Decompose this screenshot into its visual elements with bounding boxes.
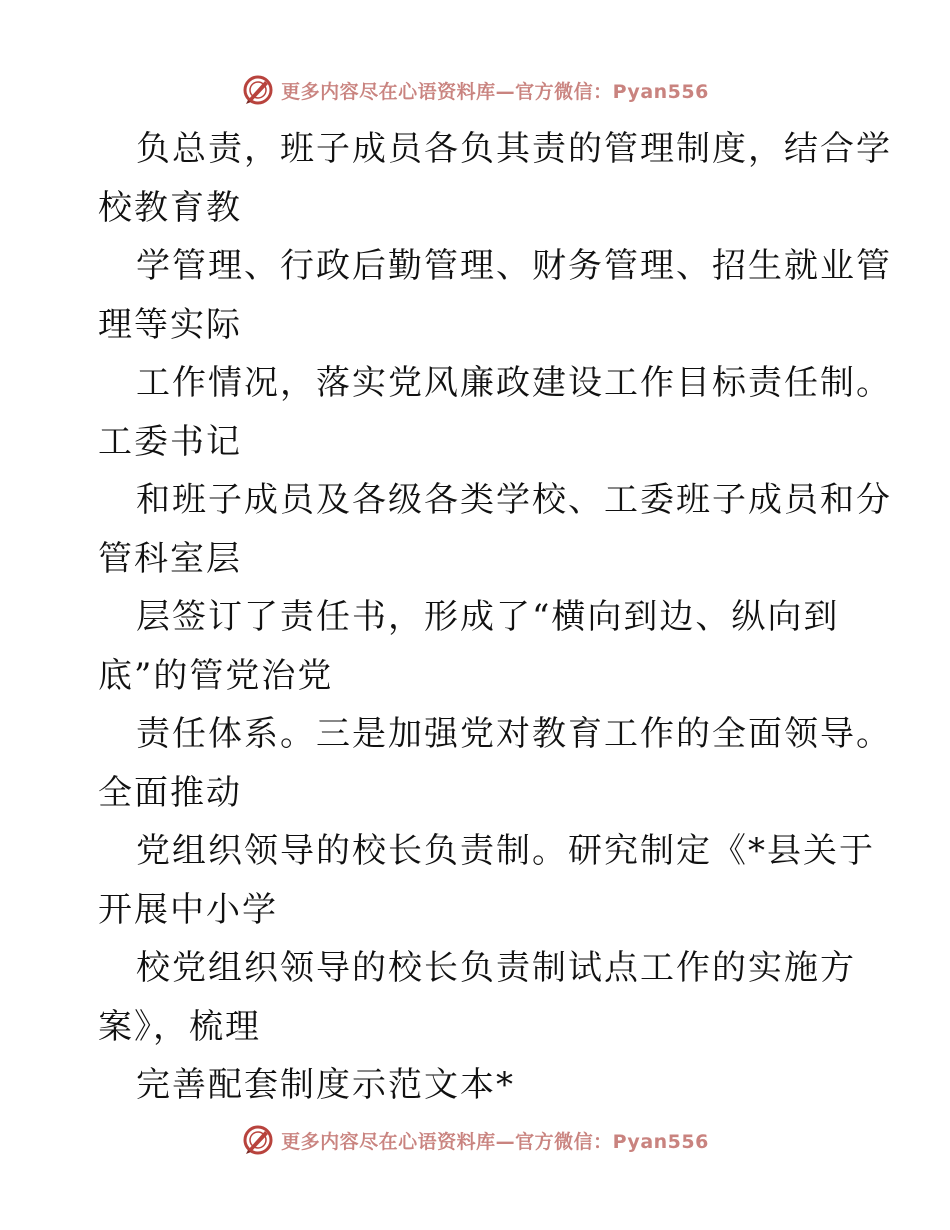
- document-body: [98, 120, 892, 1115]
- pen-circle-logo-icon: [241, 1123, 275, 1157]
- text-line: 底”的管党治党: [98, 655, 334, 696]
- header-watermark: [0, 70, 950, 110]
- text-line: 理等实际: [98, 304, 242, 345]
- text-line: 党组织领导的校长负责制。研究制定《*县关于: [136, 831, 875, 871]
- text-line: 责任体系。三是加强党对教育工作的全面领导。: [136, 714, 892, 754]
- footer-watermark-text: 更多内容尽在心语资料库—官方微信：Pyan556: [281, 1130, 709, 1153]
- text-line: 全面推动: [98, 772, 242, 813]
- footer-watermark: [0, 1120, 950, 1160]
- text-line: 工委书记: [98, 421, 242, 462]
- text-line: 工作情况，落实党风廉政建设工作目标责任制。: [136, 363, 892, 403]
- text-line: 校党组织领导的校长负责制试点工作的实施方: [136, 948, 856, 988]
- text-line: 开展中小学: [98, 889, 278, 930]
- text-line: 案》，梳理: [98, 1006, 261, 1047]
- text-line: 管科室层: [98, 538, 242, 579]
- text-line: 和班子成员及各级各类学校、工委班子成员和分: [136, 480, 892, 520]
- text-line: 校教育教: [98, 187, 242, 228]
- text-line: 完善配套制度示范文本*: [136, 1065, 515, 1105]
- text-line: 负总责，班子成员各负其责的管理制度，结合学: [136, 129, 892, 169]
- text-line: 学管理、行政后勤管理、财务管理、招生就业管: [136, 246, 892, 286]
- pen-circle-logo-icon: [241, 73, 275, 107]
- text-line: 层签订了责任书，形成了“横向到边、纵向到: [136, 597, 840, 637]
- header-watermark-text: 更多内容尽在心语资料库—官方微信：Pyan556: [281, 80, 709, 103]
